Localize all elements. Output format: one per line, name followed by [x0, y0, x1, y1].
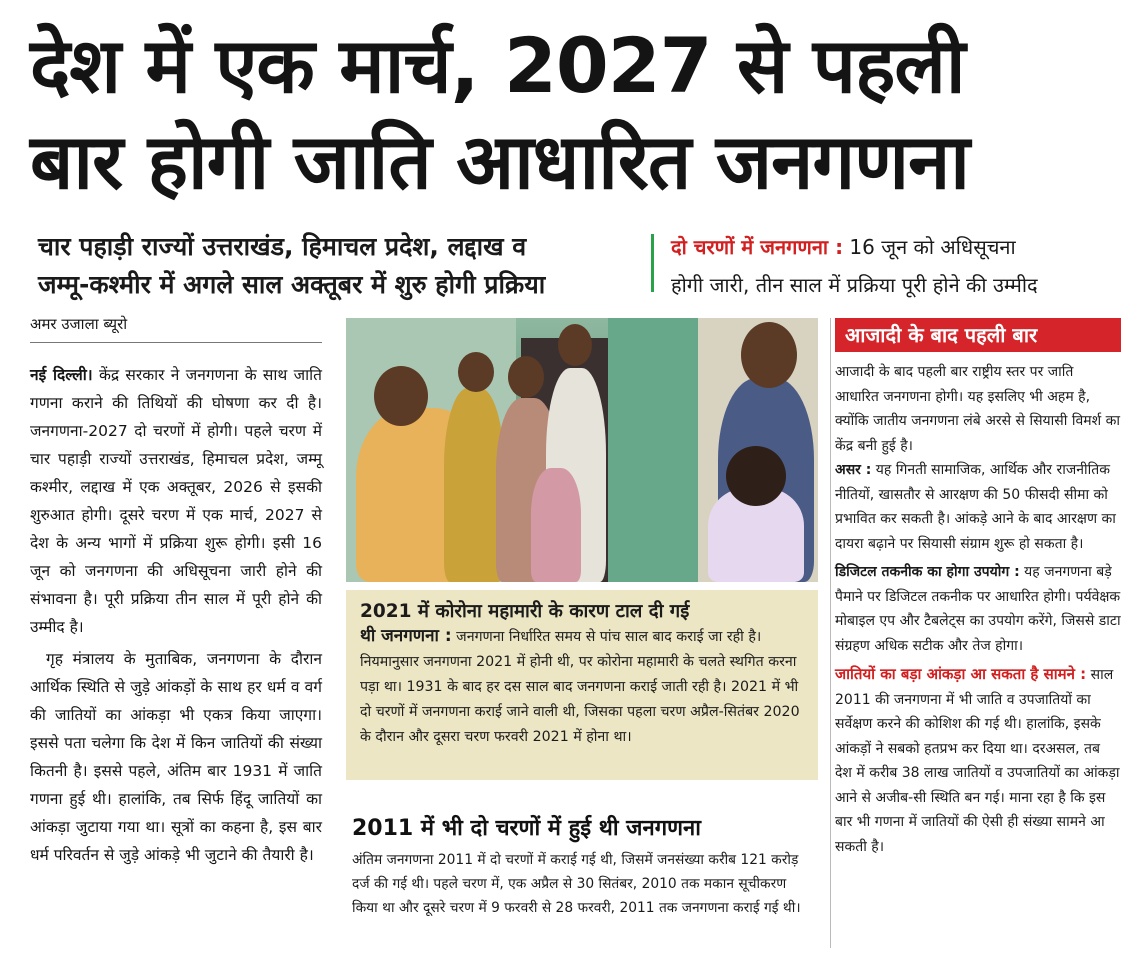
subhead-right-line-1: 16 जून को अधिसूचना: [843, 235, 1016, 259]
box-2021-text: जनगणना निर्धारित समय से पांच साल बाद कराई जा रही है। नियमानुसार जनगणना 2021 में होनी थी, पर कोरोना महामारी के चलते स्थगित करना पड़ा था। 1931 के बाद हर दस साल बाद जनगणना कराई जाती रही है। 2021 में भी दो चरणों में जनगणना कराई जाने वाली थी, जिसका पहला चरण अप्रैल-सितंबर 2020 के दौरान और दूसरा चरण फरवरी 2021 में होना था।: [360, 629, 800, 745]
byline: अमर उजाला ब्यूरो: [30, 312, 322, 343]
sidebar-impact: [835, 458, 1121, 556]
sidebar-caste-text: साल 2011 की जनगणना में भी जाति व उपजातियों का सर्वेक्षण करने की कोशिश की गई थी। हालांकि, इसके आंकड़ों ने सबको हतप्रभ कर दिया था। दरअसल, तब देश में करीब 38 लाख जातियों व उपजातियों का आंकड़ा आने से अजीब-सी स्थिति बन गई। माना रहा है कि इस बार भी गणना में जातियों की ऐसी ही संख्या सामने आ सकती है।: [835, 667, 1120, 855]
headline: [30, 18, 1120, 210]
dateline: नई दिल्ली।: [30, 366, 93, 384]
sidebar-banner: आजादी के बाद पहली बार: [835, 318, 1121, 352]
subhead-right: [671, 228, 1131, 304]
main-story-column: [30, 312, 322, 869]
sidebar-caste-lead: जातियों का बड़ा आंकड़ा आ सकता है सामने :: [835, 665, 1087, 683]
sidebar-digital-text: यह जनगणना बड़े पैमाने पर डिजिटल तकनीक पर आधारित होगी। पर्यवेक्षक मोबाइल एप और टैबलेट्स का उपयोग करेंगे, जिससे डाटा संग्रहण अधिक सटीक और तेज होगा।: [835, 564, 1121, 654]
subhead-left: [38, 228, 638, 304]
headline-line-1: देश में एक मार्च, 2027 से पहली: [30, 21, 965, 110]
main-story-para-1-text: केंद्र सरकार ने जनगणना के साथ जाति गणना कराने की तिथियों की घोषणा कर दी है। जनगणना-2027 दो चरणों में होगी। पहले चरण में चार पहाड़ी राज्यों उत्तराखंड, हिमाचल प्रदेश, जम्मू कश्मीर, लद्दाख में एक अक्तूबर, 2026 से इसकी शुरुआत होगी। दूसरे चरण में एक मार्च, 2027 से देश के अन्य भागों में प्रक्रिया शुरू होगी। इसी 16 जून को जनगणना की अधिसूचना जारी होने की संभावना है। पूरी प्रक्रिया तीन साल में पूरी होने की उम्मीद है।: [30, 366, 322, 636]
subhead-right-lead: दो चरणों में जनगणना :: [671, 235, 844, 259]
main-story-para-1: [30, 361, 322, 641]
main-story-para-2: गृह मंत्रालय के मुताबिक, जनगणना के दौरान आर्थिक स्थिति से जुड़े आंकड़ों के साथ हर धर्म व वर्ग की जातियों का आंकड़ा भी एकत्र किया जाएगा। इससे पता चलेगा कि देश में किन जातियों की संख्या कितनी है। इससे पहले, अंतिम बार 1931 में जाति गणना हुई थी। हालांकि, तब सिर्फ हिंदू जातियों का आंकड़ा जुटाया गया था। सूत्रों का कहना है, इस बार धर्म परिवर्तन से जुड़े आंकड़े भी जुटाने की तैयारी है।: [30, 650, 322, 864]
section-2011-title: 2011 में भी दो चरणों में हुई थी जनगणना: [352, 816, 701, 841]
news-photo: [346, 318, 818, 582]
subhead-left-line-1: चार पहाड़ी राज्यों उत्तराखंड, हिमाचल प्रदेश, लद्दाख व: [38, 232, 527, 261]
box-2021-body: [360, 624, 804, 750]
sidebar-intro: आजादी के बाद पहली बार राष्ट्रीय स्तर पर जाति आधारित जनगणना होगी। यह इसलिए भी अहम है, क्योंकि जातीय जनगणना लंबे अरसे से सियासी विमर्श का केंद्र बनी हुई है।: [835, 364, 1120, 454]
sidebar-impact-text: यह गिनती सामाजिक, आर्थिक और राजनीतिक नीतियों, खासतौर से आरक्षण की 50 फीसदी सीमा को प्रभावित कर सकती है। आंकड़े आने के बाद आरक्षण का दायरा बढ़ाने पर सियासी संग्राम शुरू हो सकता है।: [835, 462, 1116, 552]
section-2011-body: अंतिम जनगणना 2011 में दो चरणों में कराई गई थी, जिसमें जनसंख्या करीब 121 करोड़ दर्ज की गई थी। पहले चरण में, एक अप्रैल से 30 सितंबर, 2010 तक मकान सूचीकरण किया था और दूसरे चरण में 9 फरवरी से 28 फरवरी, 2011 तक जनगणना कराई गई थी।: [352, 852, 801, 916]
column-rule: [830, 318, 831, 948]
sidebar-caste: [835, 662, 1121, 859]
box-2021-title: 2021 में कोरोना महामारी के कारण टाल दी गई: [360, 601, 690, 622]
subhead-left-line-2: जम्मू-कश्मीर में अगले साल अक्तूबर में शुरु होगी प्रक्रिया: [38, 270, 546, 299]
subhead-right-line-2: होगी जारी, तीन साल में प्रक्रिया पूरी होने की उम्मीद: [671, 273, 1038, 297]
box-2021-lead: थी जनगणना :: [360, 626, 452, 646]
sidebar-column: [835, 318, 1121, 859]
box-2021: [346, 590, 818, 780]
sidebar-impact-lead: असर :: [835, 462, 872, 478]
subhead-divider: [651, 234, 654, 292]
sidebar-digital: [835, 560, 1121, 658]
headline-line-2: बार होगी जाति आधारित जनगणना: [30, 117, 969, 206]
sidebar-digital-lead: डिजिटल तकनीक का होगा उपयोग :: [835, 564, 1020, 580]
